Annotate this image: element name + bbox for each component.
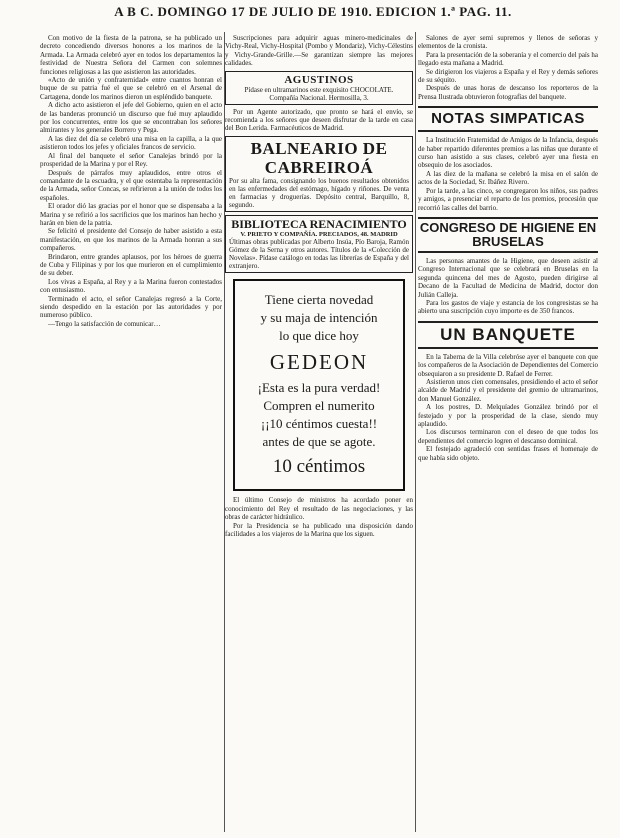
paragraph: Suscripciones para adquirir aguas minero-medicinales de Vichy-Real, Vichy-Hospital (Pombo y Mondariz), Vichy-Célestins y Vichy-Grande-Grille.—Se garantizan siempre las mejores calidades. [225,34,413,68]
paragraph: La Institución Fraternidad de Amigos de la Infancia, después de haber repartido diferentes premios a las niñas que durante el curso han asistido a sus clases, celebró ayer una fiesta en obsequio de los asociados. [418,136,598,170]
gedeon-title: GEDEON [269,350,369,375]
paragraph: Los vivas a España, al Rey y a la Marina fueron contestados con entusiasmo. [40,277,222,295]
agustinos-line: Pídase en ultramarinos este exquisito CHOCOLATE. [244,85,394,94]
gedeon-price: 10 céntimos [272,456,366,478]
column-2 [225,34,413,830]
agustinos-title: AGUSTINOS [284,73,354,86]
paragraph: «Acto de unión y confraternidad» entre cuantos honran el buque de su patria fué el que se celebró en el Arsenal de Cartagena, donde los marinos dieron un espléndido banquete. [40,76,222,101]
paragraph: Para los gastos de viaje y estancia de los congresistas se ha abierto una suscripción cuyo importe es de 350 francos. [418,298,598,316]
paragraph: Por un Agente autorizado, que pronto se hará el envío, se recomienda a los señores que deseen disfrutar de la tarde en casa del Bon Lerida. Farmacéuticos de Madrid. [225,107,413,133]
paragraph: Después de unas horas de descanso los reporteros de la Prensa Ilustrada obtuvieron fotografías del banquete. [418,84,598,101]
paragraph: Para la presentación de la soberanía y el comercio del país ha llegado esta mañana a Madrid. [418,50,598,68]
paragraph: El festejado agradeció con sentidas frases el homenaje de que había sido objeto. [418,445,598,462]
gedeon-ad [233,279,405,491]
section-heading-notas: NOTAS SIMPATICAS [418,106,598,132]
section-heading-congreso: CONGRESO DE HIGIENE EN BRUSELAS [418,217,598,253]
column-3 [418,34,598,830]
paragraph: Se dirigieron los viajeros a España y el Rey y demás señores de su séquito. [418,67,598,85]
gedeon-line: lo que dice hoy [279,328,359,344]
gedeon-line: Compren el numerito [263,398,375,414]
gedeon-line: ¡¡10 céntimos cuesta!! [260,416,378,432]
paragraph: —Tengo la satisfacción de comunicar… [48,319,161,328]
paragraph: A dicho acto asistieron el jefe del Gobierno, quien en el acto de las banderas pronunció un discurso que fué muy aplaudido por los concurrentes, entre los que se encontraban los señores almirantes y los generales Borrero y Pega. [40,101,222,135]
paragraph: Con motivo de la fiesta de la patrona, se ha publicado un decreto concediendo diversos honores a los marinos de la Armada. La Armada celebró ayer en todos los departamentos la festividad de Nuestra Señora del Carmen con solemnes funciones religiosas a las que asistieron las autoridades. [40,34,222,76]
paragraph: Las personas amantes de la Higiene, que deseen asistir al Congreso Internacional que se celebrará en Bruselas en la segunda quincena del mes de Agosto, pueden dirigirse al Decano de la Facultad de Medicina de Madrid, doctor don Julián Calleja. [418,256,598,299]
gedeon-line: Tiene cierta novedad [264,292,374,308]
paragraph: Después de párrafos muy aplaudidos, entre otros el comandante de la escuadra, y el que ostentaba la representación de la Armada, señor Concas, se refirieron a la unión de todos los españoles. [40,168,222,202]
paragraph: Al final del banquete el señor Canalejas brindó por la prosperidad de la Marina y por el Rey. [40,151,222,169]
paragraph: El último Consejo de ministros ha acordado poner en conocimiento del Rey el resultado de las negociaciones, y las obras de carácter hidráulico. [225,496,413,522]
paragraph: Terminado el acto, el señor Canalejas regresó a la Corte, siendo despedido en la estación por las autoridades y por numeroso público. [40,294,222,320]
paragraph: El orador dió las gracias por el honor que se dispensaba a la Marina y se refirió a los sacrificios que los marinos han hecho y harán en bien de la patria. [40,202,222,227]
biblioteca-text: Últimas obras publicadas por Alberto Insúa, Pío Baroja, Ramón Gómez de la Serna y otros autores. Títulos de la «Colección de Novelas». Pídase catálogo en todas las librerías de España y del extranjero. [229,238,409,271]
biblioteca-title: BIBLIOTECA RENACIMIENTO [231,216,407,231]
agustinos-ad [225,71,413,105]
paragraph: En la Taberna de la Villa celebróse ayer el banquete con que los compañeros de la Asociación de Dependientes del Comercio obsequiaron a su presidente D. Rafael de Ferrer. [418,352,598,378]
paragraph: Salones de ayer semi supremos y llenos de señoras y elementos de la cronista. [418,34,598,51]
column-1 [40,34,222,830]
page-header: A B C. DOMINGO 17 DE JULIO DE 1910. EDICION 1.ª PAG. 11. [114,4,512,19]
balneario-title: BALNEARIO DE CABREIROÁ [250,138,388,177]
paragraph: Brindaron, entre grandes aplausos, por los héroes de guerra de Cuba y Filipinas y por los que murieron en el cumplimiento de su deber. [40,252,222,278]
gedeon-line: y su maja de intención [260,310,378,326]
agustinos-address: Compañía Nacional. Hermosilla, 3. [269,93,369,102]
paragraph: Los discursos terminaron con el deseo de que todos los dependientes del comercio logren el descanso dominical. [418,428,598,445]
balneario-ad [225,136,413,212]
paragraph: A las diez del día se celebró una misa en la capilla, a la que asistieron todos los jefes y oficiales francos de servicio. [40,134,222,152]
paragraph: A los postres, D. Melquíades González brindó por el festejado y por la prosperidad de la clase, siendo muy aplaudido. [418,403,598,428]
paragraph: Asistieron unos cien comensales, presidiendo el acto el señor alcalde de Madrid y el presidente del gremio de ultramarinos, don Manuel González. [418,377,598,403]
gedeon-line: antes de que se agote. [262,434,376,450]
paragraph: Se felicitó el presidente del Consejo de haber asistido a esta manifestación, en que los marinos de la Armada honran a sus compañeros. [40,227,222,253]
biblioteca-subtitle: V. PRIETO Y COMPAÑÍA. PRECIADOS, 48. MADRID [240,230,398,238]
gedeon-line: ¡Esta es la pura verdad! [257,380,381,396]
paragraph: Por la Presidencia se ha publicado una disposición dando facilidades a los viajeros de la Marina que los siguen. [225,521,413,538]
paragraph: A las diez de la mañana se celebró la misa en el salón de actos de la Sociedad, Sr. Ibáñez Rivero. [418,169,598,187]
section-heading-banquete: UN BANQUETE [418,321,598,349]
biblioteca-ad [225,215,413,274]
column-rule-2 [415,32,416,832]
paragraph: Por la tarde, a las cinco, se congregaron los niños, sus padres y amigos, a presenciar el reparto de los premios, procesión que recorrió las calles del barrio. [418,186,598,212]
balneario-text: Por su alta fama, consignando los buenos resultados obtenidos en las enfermedades del estómago, hígado y riñones. De venta en farmacias y droguerías. Depósito central, Barquillo, 8, segundo. [229,176,409,209]
